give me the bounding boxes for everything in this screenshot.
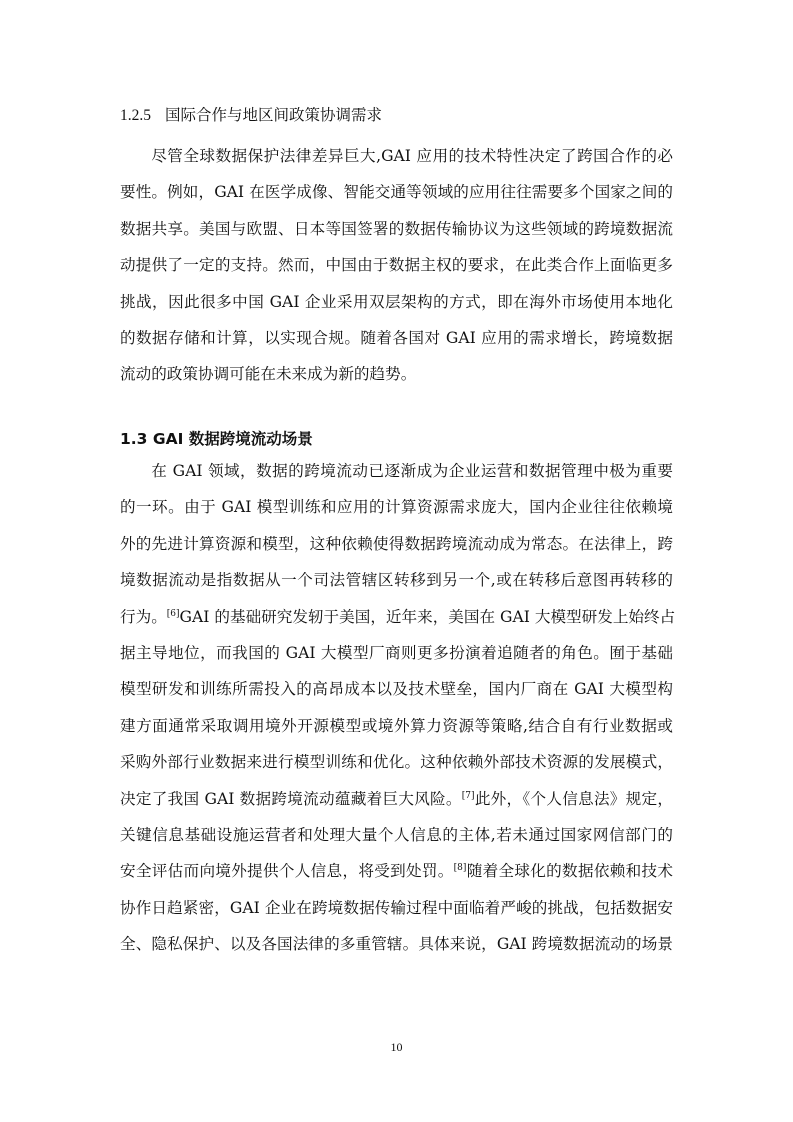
sub-heading [120,101,382,130]
paragraph-line: 据主导地位，而我国的 GAI 大模型厂商则更多扮演着追随者的角色。囿于基础 [120,644,673,663]
paragraph-line: 关键信息基础设施运营者和处理大量个人信息的主体,若未通过国家网信部门的 [120,826,673,845]
paragraph-line: 挑战，因此很多中国 GAI 企业采用双层架构的方式，即在海外市场使用本地化 [120,292,673,311]
paragraph-line: 模型研发和训练所需投入的高昂成本以及技术壁垒，国内厂商在 GAI 大模型构 [120,680,673,699]
section-heading: 1.3 GAI 数据跨境流动场景 [120,430,313,448]
paragraph-line: 建方面通常采取调用境外开源模型或境外算力资源等策略,结合自有行业数据或 [120,716,673,735]
paragraph-line: 外的先进计算资源和模型，这种依赖使得数据跨境流动成为常态。在法律上，跨 [120,534,673,553]
paragraph-line: 全、隐私保护、以及各国法律的多重管辖。具体来说，GAI 跨境数据流动的场景 [120,935,673,954]
paragraph-line: 的一环。由于 GAI 模型训练和应用的计算资源需求庞大，国内企业往往依赖境 [120,498,673,517]
line-segment: GAI 的基础研究发轫于美国，近年来，美国在 GAI 大模型研发上始终占 [179,607,676,626]
paragraph-line: 采购外部行业数据来进行模型训练和优化。这种依赖外部技术资源的发展模式， [120,753,673,772]
citation-ref: [7] [461,790,475,801]
citation-ref: [8] [453,863,467,874]
paragraph-line [120,599,676,635]
line-segment: 此外，《个人信息法》规定， [474,789,674,808]
paragraph-line: 动提供了一定的支持。然而，中国由于数据主权的要求，在此类合作上面临更多 [120,256,673,275]
line-segment: 行为。 [120,607,167,626]
paragraph-line [120,781,673,817]
paragraph-line: 流动的政策协调可能在未来成为新的趋势。 [120,365,417,384]
paragraph-line: 要性。例如，GAI 在医学成像、智能交通等领域的应用往往需要多个国家之间的 [120,183,673,202]
paragraph-cross-border-scenarios [120,453,676,963]
sub-heading-number: 1.2.5 [120,107,151,124]
page-number: 10 [390,1040,403,1054]
paragraph-line: 的数据存储和计算，以实现合规。随着各国对 GAI 应用的需求增长，跨境数据 [120,329,673,348]
paragraph-line: 境数据流动是指数据从一个司法管辖区转移到另一个,或在转移后意图再转移的 [120,571,673,590]
line-segment: 决定了我国 GAI 数据跨境流动蕴藏着巨大风险。 [120,789,462,808]
paragraph-line: 协作日趋紧密，GAI 企业在跨境数据传输过程中面临着严峻的挑战，包括数据安 [120,898,673,917]
sub-heading-title: 国际合作与地区间政策协调需求 [165,106,383,124]
paragraph-international-cooperation [120,138,673,393]
paragraph-line: 数据共享。美国与欧盟、日本等国签署的数据传输协议为这些领域的跨境数据流 [120,219,673,238]
citation-ref: [6] [166,608,180,619]
paragraph-line: 在 GAI 领域，数据的跨境流动已逐渐成为企业运营和数据管理中极为重要 [151,462,673,480]
line-segment: 安全评估而向境外提供个人信息，将受到处罚。 [120,862,454,881]
line-segment: 随着全球化的数据依赖和技术 [466,862,673,881]
paragraph-line: 尽管全球数据保护法律差异巨大,GAI 应用的技术特性决定了跨国合作的必 [151,147,673,165]
paragraph-line [120,853,673,889]
